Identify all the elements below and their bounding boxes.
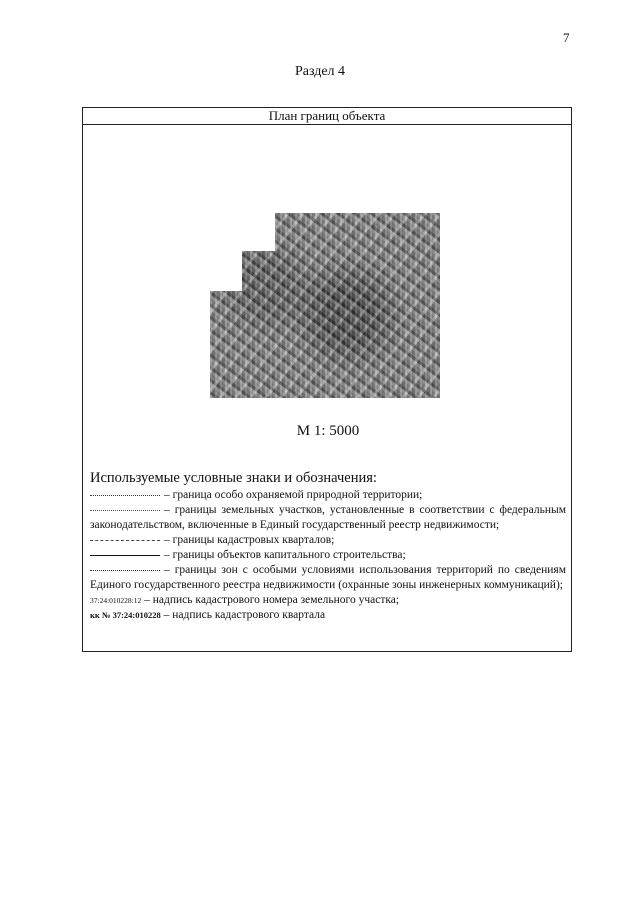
legend <box>90 470 566 623</box>
legend-item-quarter-label <box>90 608 566 623</box>
legend-item-special-zones <box>90 563 566 593</box>
legend-item-text: – границы земельных участков, установленные в соответствии с федеральным законодательством, включенные в Единый государственный реестр недвижимости; <box>90 504 566 531</box>
land-plot-line-symbol <box>90 510 160 511</box>
legend-item-text: – границы зон с особыми условиями использования территорий по сведениям Единого государственного реестра недвижимости (охранные зоны инженерных коммуникаций); <box>90 564 566 591</box>
quarter-number-sample: кк № 37:24:010228 <box>90 610 161 620</box>
legend-item-buildings <box>90 548 566 563</box>
legend-item-text: – границы кадастровых кварталов; <box>164 534 335 546</box>
cadastral-quarter-line-symbol <box>90 540 160 541</box>
protected-area-line-symbol <box>90 495 160 496</box>
legend-item-land-plots <box>90 503 566 533</box>
map-blank-area-lower <box>210 251 242 291</box>
page-number: 7 <box>563 30 570 45</box>
legend-title: Используемые условные знаки и обозначения: <box>90 470 377 486</box>
map-scale: М 1: 5000 <box>296 423 360 439</box>
boundary-plan-frame <box>82 107 572 652</box>
special-zone-line-symbol <box>90 570 160 571</box>
legend-item-text: – граница особо охраняемой природной территории; <box>164 489 423 501</box>
legend-item-protected-area <box>90 488 566 503</box>
legend-item-cadastral-quarters <box>90 533 566 548</box>
legend-item-plot-label <box>90 593 566 608</box>
legend-item-text: – надпись кадастрового номера земельного участка; <box>141 594 400 606</box>
legend-item-text: – границы объектов капитального строительства; <box>164 549 406 561</box>
frame-header: План границ объекта <box>83 108 571 125</box>
plot-number-sample: 37:24:010228:12 <box>90 596 142 605</box>
map-blank-area <box>210 213 275 251</box>
building-line-symbol <box>90 555 160 556</box>
legend-item-text: – надпись кадастрового квартала <box>160 609 326 621</box>
section-title: Раздел 4 <box>294 64 346 79</box>
